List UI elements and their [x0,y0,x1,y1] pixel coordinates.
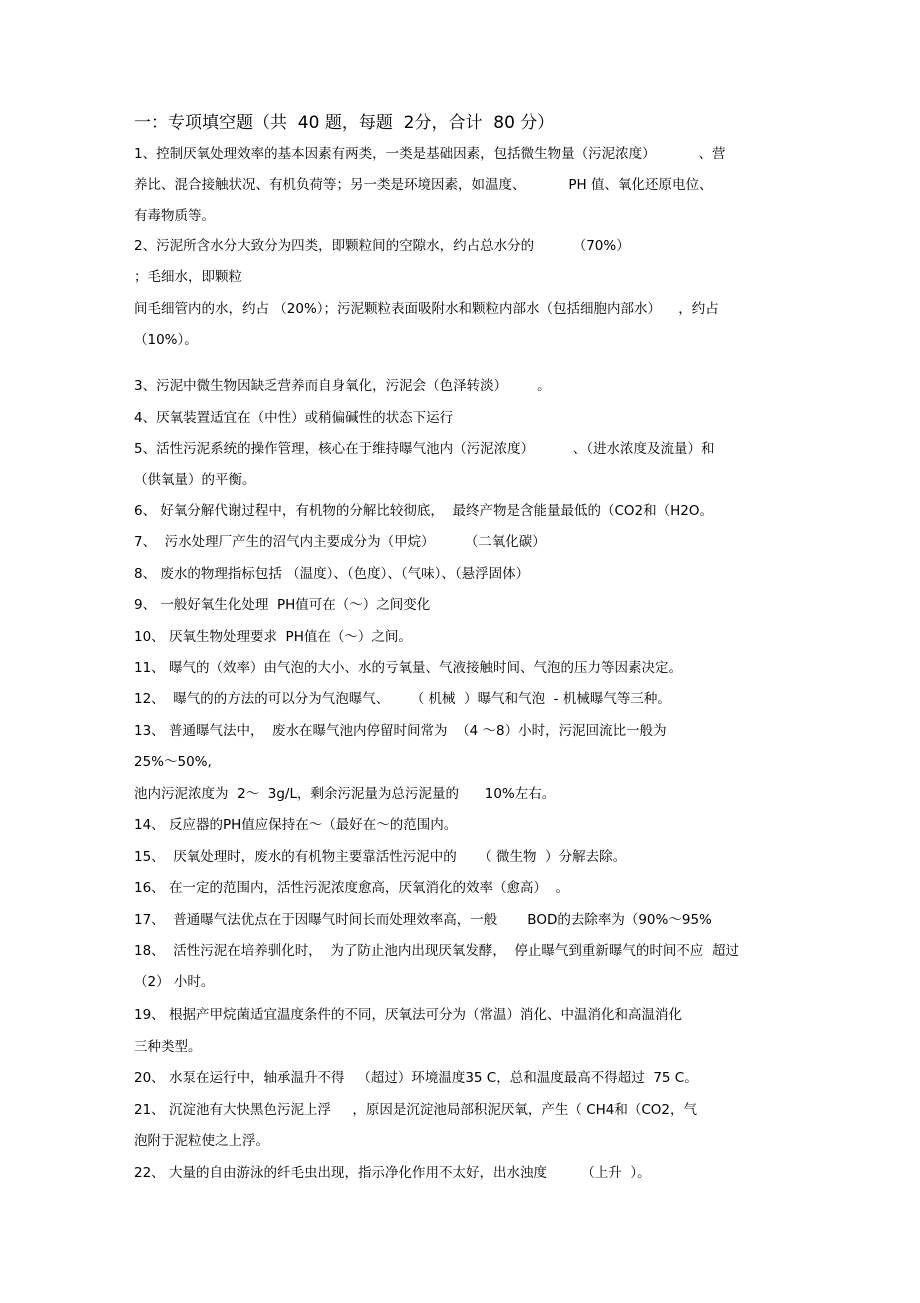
text-line: 有毒物质等。 [134,208,215,224]
text-line: 13、 普通曝气法中， 废水在曝气池内停留时间常为 （4 ～8）小时，污泥回流比一般为 [134,723,667,739]
text-line: 21、 沉淀池有大快黑色污泥上浮 ，原因是沉淀池局部积泥厌氧，产生（ CH4和（CO2，气 [134,1102,698,1118]
text-line: 18、 活性污泥在培养驯化时， 为了防止池内出现厌氧发酵， 停止曝气到重新曝气的时间不应 超过 [134,943,740,959]
text-line: 2、污泥所含水分大致分为四类，即颗粒间的空隙水，约占总水分的 （70%） [134,238,630,254]
text-line: 泡附于泥粒使之上浮。 [134,1133,269,1149]
text-line: 8、 废水的物理指标包括 （温度）、（色度）、（气味）、（悬浮固体） [134,566,530,582]
text-line: 4、厌氧装置适宜在（中性）或稍偏碱性的状态下运行 [134,410,454,426]
text-line: 19、 根据产甲烷菌适宜温度条件的不同，厌氧法可分为（常温）消化、中温消化和高温消化 [134,1007,682,1023]
text-line: 5、活性污泥系统的操作管理，核心在于维持曝气池内（污泥浓度） 、（进水浓度及流量）和 [134,441,715,457]
text-line: 12、 曝气的的方法的可以分为气泡曝气、 （ 机械 ）曝气和气泡 - 机械曝气等三种。 [134,691,671,707]
text-line: 14、 反应器的PH值应保持在～（最好在～的范围内。 [134,817,458,833]
text-line: 池内污泥浓度为 2～ 3g/L，剩余污泥量为总污泥量的 10%左右。 [134,786,556,802]
section-title: 一：专项填空题（共 40 题，每题 2分，合计 80 分） [134,113,555,133]
text-line: 9、 一般好氧生化处理 PH值可在（～）之间变化 [134,597,431,613]
text-line: 22、 大量的自由游泳的纤毛虫出现，指示净化作用不太好，出水浊度 （上升 ）。 [134,1165,651,1181]
text-line: 15、 厌氧处理时，废水的有机物主要靠活性污泥中的 （ 微生物 ）分解去除。 [134,849,627,865]
text-line: （10%）。 [134,332,198,348]
text-line: 16、 在一定的范围内，活性污泥浓度愈高，厌氧消化的效率（愈高） 。 [134,880,570,896]
text-line: 11、 曝气的（效率）由气泡的大小、水的亏氧量、气液接触时间、气泡的压力等因素决定。 [134,660,682,676]
text-line: 间毛细管内的水，约占 （20%）；污泥颗粒表面吸附水和颗粒内部水（包括细胞内部水） ，约占 [134,301,719,317]
text-line: （供氧量）的平衡。 [134,472,256,488]
text-line: 25%～50%, [134,754,212,770]
text-line: ；毛细水，即颗粒 [134,269,242,285]
text-line: 1、控制厌氧处理效率的基本因素有两类，一类是基础因素，包括微生物量（污泥浓度） 、营 [134,146,726,162]
text-line: （2） 小时。 [134,974,215,990]
text-line: 3、污泥中微生物因缺乏营养而自身氧化，污泥会（色泽转淡） 。 [134,378,551,394]
text-line: 10、 厌氧生物处理要求 PH值在（～）之间。 [134,629,412,645]
text-line: 养比、混合接触状况、有机负荷等；另一类是环境因素，如温度、 PH 值、氧化还原电位、 [134,177,713,193]
text-line: 6、 好氧分解代谢过程中，有机物的分解比较彻底， 最终产物是含能量最低的（CO2和（H2O。 [134,503,713,519]
text-line: 17、 普通曝气法优点在于因曝气时间长而处理效率高，一般 BOD的去除率为（90%～95% [134,912,712,928]
text-line: 三种类型。 [134,1039,202,1055]
text-line: 7、 污水处理厂产生的沼气内主要成分为（甲烷） （二氧化碳） [134,534,546,550]
text-line: 20、 水泵在运行中，轴承温升不得 （超过）环境温度35 C，总和温度最高不得超过 75 C。 [134,1070,698,1086]
